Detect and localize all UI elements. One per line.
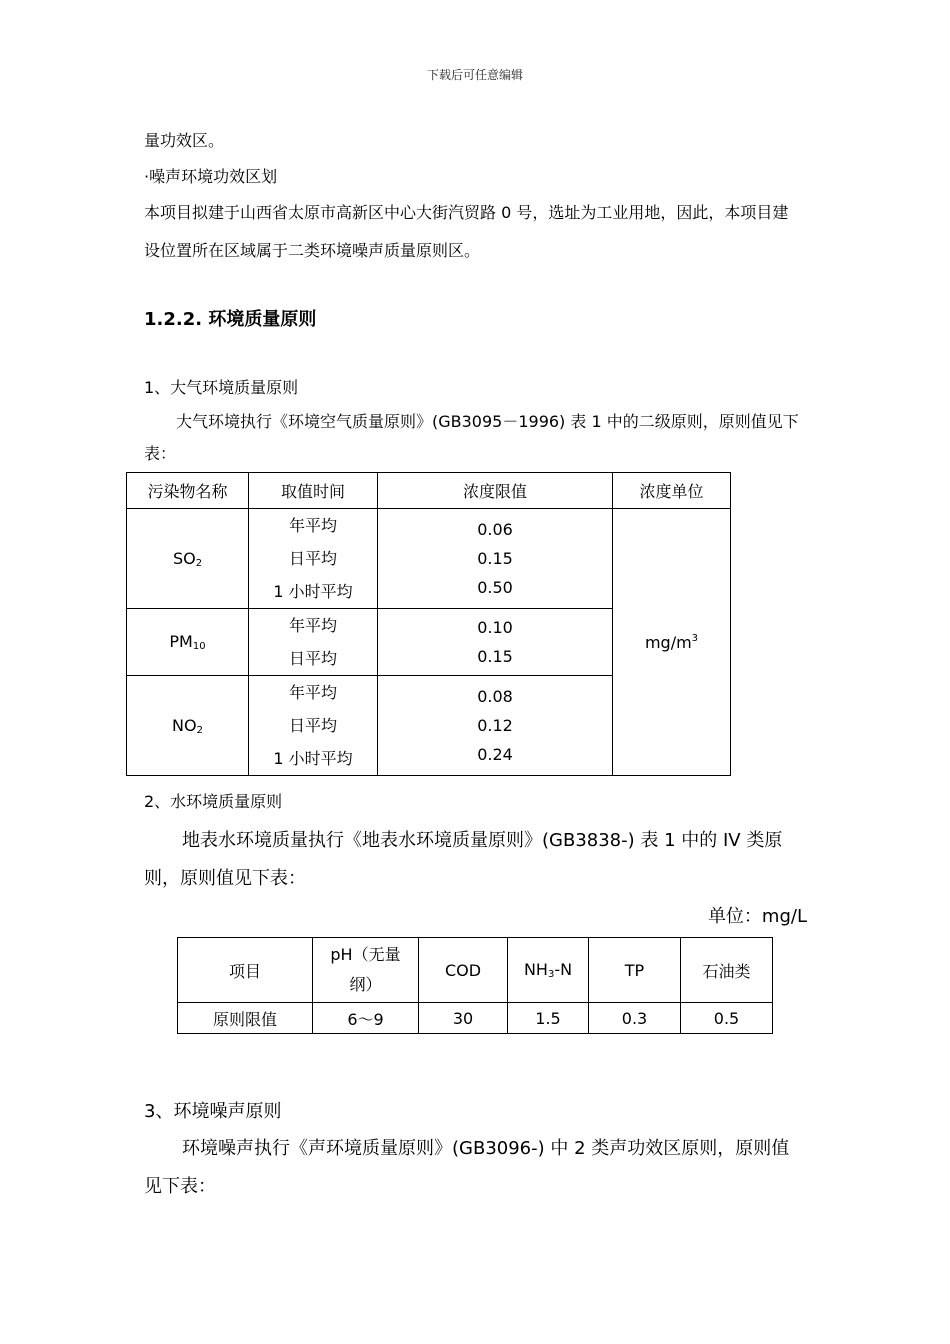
page-header: 下载后可任意编辑 [426,68,523,82]
paragraph-line: 设位置所在区域属于二类环境噪声质量原则区。 [144,241,481,260]
column-header: 浓度单位 [613,473,731,509]
column-header: 项目 [178,938,313,1003]
column-header: COD [419,938,508,1003]
water-description: 则，原则值见下表： [144,868,306,889]
pollutant-name: $PM_{10}$ [127,609,249,676]
column-header: 浓度限值 [378,473,613,509]
water-standard-table [177,937,773,1034]
water-unit: 单位：mg/L [707,906,807,927]
time-label: 日平均 [288,549,337,568]
limit-value: 0.10 [477,618,513,637]
value-cell [378,509,613,609]
limit-value: 1.5 [508,1003,589,1034]
pollutant-name: $SO_2$ [127,509,249,609]
pollutant-name: $NO_2$ [127,676,249,776]
air-title: 1、大气环境质量原则 [144,378,299,397]
limit-value: 0.50 [477,578,513,597]
time-label: 年平均 [288,516,337,535]
table-header-row [127,473,731,509]
column-header: 取值时间 [249,473,378,509]
noise-description: 环境噪声执行《声环境质量原则》(GB3096-) 中 2 类声功效区原则，原则值 [182,1138,790,1159]
column-header: 石油类 [681,938,773,1003]
time-cell [249,676,378,776]
limit-value: 0.08 [477,687,513,706]
water-description: 地表水环境质量执行《地表水环境质量原则》(GB3838-) 表 1 中的 IV 类原 [182,830,783,851]
time-label: 日平均 [288,649,337,668]
section-heading: 1.2.2. 环境质量原则 [144,309,317,330]
air-description: 大气环境执行《环境空气质量原则》(GB3095－1996) 表 1 中的二级原则，原则值见下 [176,412,799,431]
water-title: 2、水环境质量原则 [144,792,283,811]
column-header: $NH_3-N$ [508,938,589,1003]
time-label: 1 小时平均 [273,582,353,601]
limit-value: 0.24 [477,745,513,764]
limit-value: 30 [419,1003,508,1034]
paragraph-line: 本项目拟建于山西省太原市高新区中心大街汽贸路 0 号，选址为工业用地，因此，本项目建 [144,203,789,222]
air-standard-table [126,472,731,776]
row-label: 原则限值 [178,1003,313,1034]
paragraph-line: 量功效区。 [144,131,225,150]
unit-cell: $mg/m^3$ [613,509,731,776]
limit-value: 6～9 [313,1003,419,1034]
limit-value: 0.3 [589,1003,681,1034]
time-label: 1 小时平均 [273,749,353,768]
noise-title: 3、环境噪声原则 [144,1101,282,1122]
limit-value: 0.06 [477,520,513,539]
time-label: 年平均 [288,616,337,635]
column-header: TP [589,938,681,1003]
paragraph-line: ·噪声环境功效区划 [144,167,278,186]
limit-value: 0.5 [681,1003,773,1034]
table-row [178,1003,773,1034]
time-label: 年平均 [288,683,337,702]
time-cell [249,509,378,609]
limit-value: 0.15 [477,549,513,568]
column-header: pH（无量 纲） [313,938,419,1003]
table-header-row [178,938,773,1003]
air-description: 表： [144,444,177,463]
time-cell [249,609,378,676]
noise-description: 见下表： [144,1176,216,1197]
column-header: 污染物名称 [127,473,249,509]
value-cell [378,676,613,776]
table-row [127,509,731,609]
time-label: 日平均 [288,716,337,735]
limit-value: 0.15 [477,647,513,666]
value-cell [378,609,613,676]
limit-value: 0.12 [477,716,513,735]
